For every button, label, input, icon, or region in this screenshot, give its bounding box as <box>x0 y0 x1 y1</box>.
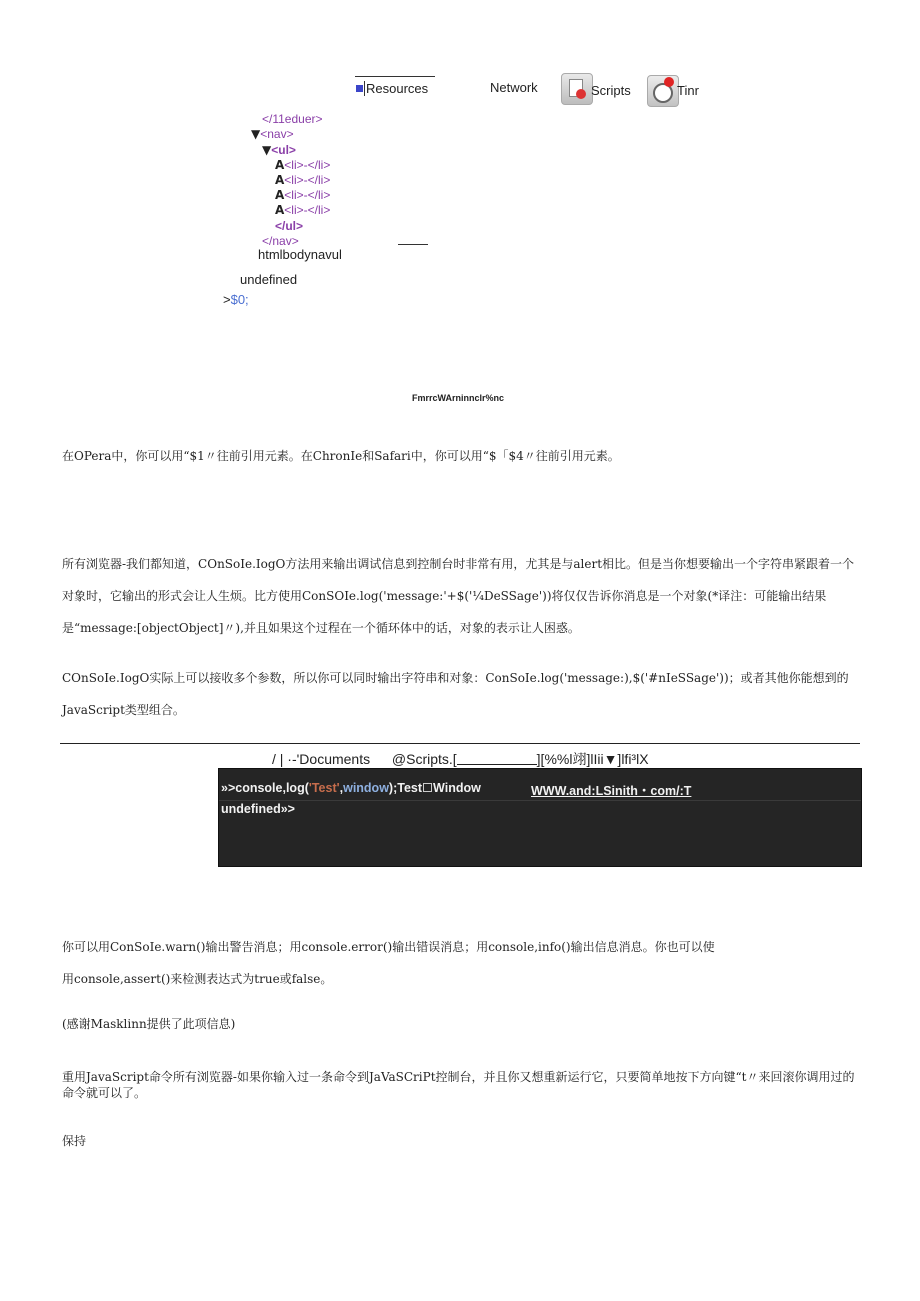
console-row-separator <box>219 800 861 801</box>
dom-node-li[interactable]: A<li>-</li> <box>275 173 331 187</box>
collapsed-triangle-icon[interactable]: A <box>275 188 285 202</box>
paragraph-thanks: (感谢Masklinn提供了此项信息) <box>62 1017 236 1031</box>
console2-toolbar <box>272 749 649 769</box>
tab-resources-label: Resources <box>366 81 429 96</box>
divider <box>398 244 428 245</box>
scripts-icon <box>561 73 593 105</box>
prompt-chevron-icon: > <box>223 292 231 307</box>
console-command-line: »>console,log('Test',window);Test Window <box>221 781 481 795</box>
screenshot-top-rule <box>60 743 860 744</box>
paragraph-warn-error-info: 你可以用ConSoIe.warn()输出警告消息；用console.error()输出错误消息；用console,info()输出信息消息。你也可以使用console,assert()来检测表达式为true或false。 <box>62 940 715 986</box>
dom-node-li[interactable]: A<li>-</li> <box>275 158 331 172</box>
table-icon <box>423 783 432 792</box>
paragraph-reuse-commands: 重用JavaScript命令所有浏览器-如果你输入过一条命令到JaVaSCriPt控制台，并且你又想重新运行它，只要简单地按下方向键“t〃来回滚你调用过的命令就可以了。 <box>62 1070 855 1100</box>
paragraph-opera-references: 在OPera中，你可以用“$1〃往前引用元素。在ChronIe和Safari中，你可以用“$「$4〃往前引用元素。 <box>62 449 620 463</box>
toolbar-controls[interactable]: ][%%l翊]lIii▼]lfi³lX <box>536 751 649 767</box>
console-output-line[interactable]: undefined»> <box>221 802 295 816</box>
tab-scripts[interactable]: Scripts <box>591 83 631 98</box>
dom-node-ul-close[interactable]: </ul> <box>275 219 304 233</box>
collapsed-triangle-icon[interactable]: A <box>275 158 285 172</box>
expand-triangle-icon[interactable]: ▼ <box>262 143 272 157</box>
paragraph-console-log: 所有浏览器-我们都知道，COnSoIe.IogO方法用来输出调试信息到控制台时非常有用，尤其是与alert相比。但是当你想要输出一个字符串紧跟着一个对象时，它输出的形式会让人生烦。比方使用ConSOIe.log('message:'+$('¼DeSSage'))将仅仅告诉你消息是一个对象(*译注：可能输出结果是“message:[objectObject]〃),并且如果这个过程在一个循环体中的话，对象的表示让人困惑。 <box>62 557 855 635</box>
console-input[interactable]: $0; <box>230 292 249 307</box>
dom-node-li[interactable]: A<li>-</li> <box>275 188 331 202</box>
dom-node-nav-close[interactable]: </nav> <box>262 234 299 248</box>
tab-timeline[interactable]: Tinr <box>677 83 699 98</box>
breadcrumb[interactable]: htmlbodynavul <box>258 247 342 262</box>
resources-icon <box>356 85 363 92</box>
paragraph-keep: 保持 <box>62 1134 87 1148</box>
figure-caption: FmrrcWArninnclr%nc <box>412 393 505 403</box>
expand-triangle-icon[interactable]: ▼ <box>251 127 261 141</box>
collapsed-triangle-icon[interactable]: A <box>275 203 285 217</box>
dom-node-li[interactable]: A<li>-</li> <box>275 203 331 217</box>
collapsed-triangle-icon[interactable]: A <box>275 173 285 187</box>
window-identifier: window <box>343 781 389 795</box>
dom-node-nav[interactable]: ▼<nav> <box>251 127 294 141</box>
tab-scripts[interactable]: @Scripts.[ <box>391 751 457 767</box>
console-panel[interactable] <box>218 768 862 867</box>
console-output-undefined: undefined <box>240 272 298 287</box>
paragraph-multiple-args: COnSoIe.IogO实际上可以接收多个参数，所以你可以同时输出字符串和对象：ConSoIe.log('message:),$('#nIeSSage'))；或者其他你能想到的JavaScript类型组合。 <box>62 671 849 717</box>
search-input[interactable] <box>457 752 537 765</box>
tab-resources[interactable] <box>356 81 428 96</box>
tab-documents[interactable]: / | ·-'Documents <box>272 751 371 767</box>
dom-node-header-close[interactable]: </11eduer> <box>262 112 323 126</box>
dom-node-ul[interactable]: ▼<ul> <box>262 143 296 157</box>
source-link[interactable]: WWW.and:LSinith・com/:T <box>531 784 692 798</box>
toolbar-rule <box>355 76 435 77</box>
string-literal: 'Test' <box>308 781 340 795</box>
timeline-icon <box>647 75 679 107</box>
console-prompt[interactable] <box>223 292 249 307</box>
tab-network[interactable]: Network <box>490 80 538 95</box>
output-window[interactable]: Window <box>433 781 481 795</box>
